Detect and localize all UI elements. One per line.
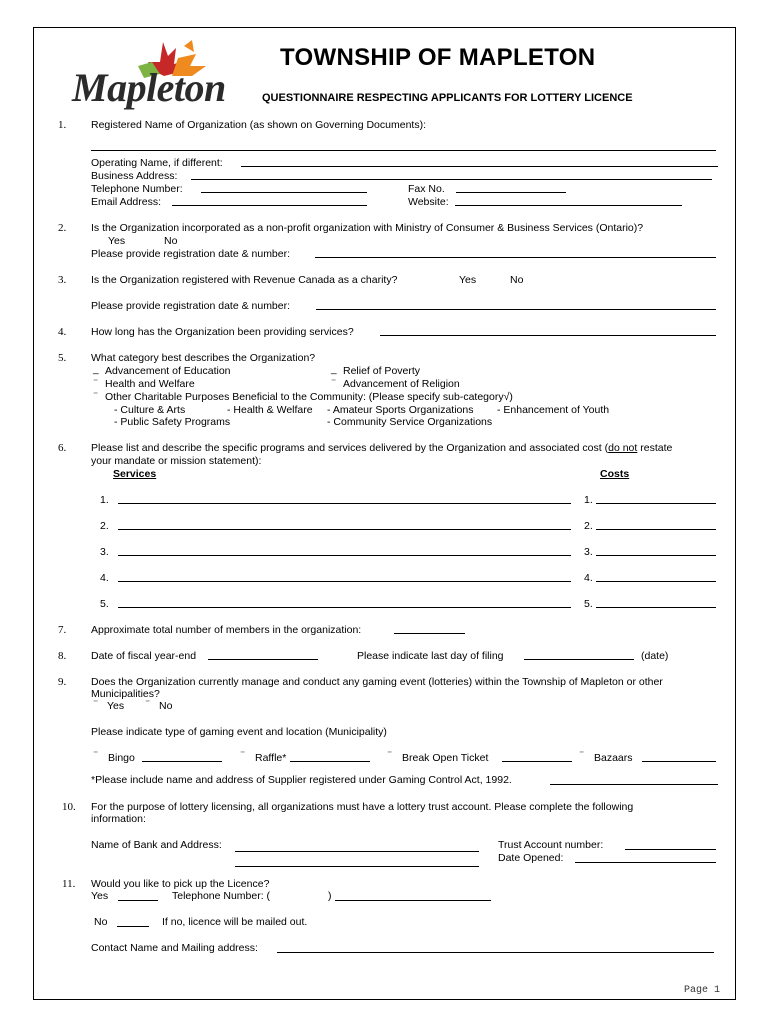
q11-yes: Yes bbox=[91, 890, 109, 902]
sub-youth[interactable]: - Enhancement of Youth bbox=[497, 404, 610, 416]
q8-number: 8. bbox=[58, 650, 67, 662]
cost-field-5[interactable] bbox=[596, 607, 716, 608]
service-row-number: 4. bbox=[100, 572, 109, 584]
break-open-field[interactable] bbox=[502, 761, 572, 762]
cost-field-2[interactable] bbox=[596, 529, 716, 530]
sub-health[interactable]: - Health & Welfare bbox=[227, 404, 313, 416]
q3-label: Is the Organization registered with Revenue Canada as a charity? bbox=[91, 274, 398, 286]
cost-row-number: 3. bbox=[584, 546, 593, 558]
bingo-label: Bingo bbox=[108, 752, 135, 764]
q4-field[interactable] bbox=[380, 335, 716, 336]
cost-field-4[interactable] bbox=[596, 581, 716, 582]
service-row-number: 1. bbox=[100, 494, 109, 506]
q6-label-part1: Please list and describe the specific programs and services delivered by the Organization and associated cost ( bbox=[91, 442, 609, 454]
option-religion: Advancement of Religion bbox=[343, 378, 460, 390]
raffle-field[interactable] bbox=[290, 761, 370, 762]
q6-label-part2: restate bbox=[637, 442, 673, 454]
q2-registration-field[interactable] bbox=[315, 257, 716, 258]
q11-no-field[interactable] bbox=[117, 926, 149, 927]
checkbox-other[interactable]: ⁻ bbox=[93, 390, 99, 401]
checkbox-break-open[interactable]: ⁻ bbox=[387, 749, 393, 760]
cost-row-number: 2. bbox=[584, 520, 593, 532]
service-row-number: 5. bbox=[100, 598, 109, 610]
bingo-field[interactable] bbox=[142, 761, 222, 762]
supplier-note: *Please include name and address of Supplier registered under Gaming Control Act, 1992. bbox=[91, 774, 512, 786]
page-title: TOWNSHIP OF MAPLETON bbox=[280, 44, 596, 71]
service-field-5[interactable] bbox=[118, 607, 571, 608]
fax-field[interactable] bbox=[456, 192, 566, 193]
q11-number: 11. bbox=[62, 878, 76, 890]
q4-number: 4. bbox=[58, 326, 67, 338]
cost-field-1[interactable] bbox=[596, 503, 716, 504]
q8-label: Date of fiscal year-end bbox=[91, 650, 197, 662]
email-field[interactable] bbox=[172, 205, 367, 206]
bazaars-field[interactable] bbox=[642, 761, 716, 762]
service-field-4[interactable] bbox=[118, 581, 571, 582]
q3-number: 3. bbox=[58, 274, 67, 286]
q11-yes-field[interactable] bbox=[118, 900, 158, 901]
last-day-label: Please indicate last day of filing bbox=[357, 650, 504, 662]
cost-row-number: 4. bbox=[584, 572, 593, 584]
q7-field[interactable] bbox=[394, 633, 465, 634]
q2-no[interactable]: No bbox=[164, 235, 178, 247]
q3-registration-label: Please provide registration date & number: bbox=[91, 300, 291, 312]
option-welfare: Health and Welfare bbox=[105, 378, 195, 390]
q4-label: How long has the Organization been providing services? bbox=[91, 326, 354, 338]
business-address-field[interactable] bbox=[191, 179, 712, 180]
trust-account-label: Trust Account number: bbox=[498, 839, 604, 851]
date-opened-label: Date Opened: bbox=[498, 852, 564, 864]
telephone-label: Telephone Number: bbox=[91, 183, 183, 195]
cost-row-number: 5. bbox=[584, 598, 593, 610]
q9-no: No bbox=[159, 700, 173, 712]
website-field[interactable] bbox=[455, 205, 682, 206]
contact-field[interactable] bbox=[277, 952, 714, 953]
q10-label: For the purpose of lottery licensing, all organizations must have a lottery trust account. Please complete the following bbox=[91, 801, 634, 813]
q9-yes: Yes bbox=[107, 700, 125, 712]
operating-name-label: Operating Name, if different: bbox=[91, 157, 223, 169]
q11-label: Would you like to pick up the Licence? bbox=[91, 878, 270, 890]
fiscal-year-end-field[interactable] bbox=[208, 659, 318, 660]
page-subtitle: QUESTIONNAIRE RESPECTING APPLICANTS FOR LOTTERY LICENCE bbox=[262, 92, 633, 104]
last-day-field[interactable] bbox=[524, 659, 634, 660]
website-label: Website: bbox=[408, 196, 449, 208]
q5-number: 5. bbox=[58, 352, 67, 364]
checkbox-raffle[interactable]: ⁻ bbox=[240, 749, 246, 760]
service-field-1[interactable] bbox=[118, 503, 571, 504]
q6-number: 6. bbox=[58, 442, 67, 454]
bazaars-label: Bazaars bbox=[594, 752, 633, 764]
q5-label: What category best describes the Organization? bbox=[91, 352, 316, 364]
q9-number: 9. bbox=[58, 676, 67, 688]
q6-label-line2: your mandate or mission statement): bbox=[91, 455, 262, 467]
mapleton-logo bbox=[68, 36, 243, 116]
service-field-2[interactable] bbox=[118, 529, 571, 530]
option-education: Advancement of Education bbox=[105, 365, 231, 377]
checkbox-q9-yes[interactable]: ⁻ bbox=[93, 698, 99, 709]
q11-telephone-label: Telephone Number: ( bbox=[172, 890, 271, 902]
telephone-field[interactable] bbox=[201, 192, 367, 193]
bank-field-2[interactable] bbox=[235, 866, 479, 867]
contact-label: Contact Name and Mailing address: bbox=[91, 942, 258, 954]
service-field-3[interactable] bbox=[118, 555, 571, 556]
checkbox-q9-no[interactable]: ⁻ bbox=[145, 698, 151, 709]
email-label: Email Address: bbox=[91, 196, 162, 208]
bank-field-1[interactable] bbox=[235, 851, 479, 852]
q6-do-not: do not bbox=[608, 442, 638, 454]
page-number: Page 1 bbox=[683, 985, 720, 996]
q3-registration-field[interactable] bbox=[316, 309, 716, 310]
supplier-field[interactable] bbox=[550, 784, 718, 785]
sub-culture[interactable]: - Culture & Arts bbox=[114, 404, 186, 416]
checkbox-bingo[interactable]: ⁻ bbox=[93, 749, 99, 760]
service-row-number: 2. bbox=[100, 520, 109, 532]
checkbox-education[interactable]: _ bbox=[93, 364, 99, 375]
mailed-note: If no, licence will be mailed out. bbox=[162, 916, 308, 928]
fax-label: Fax No. bbox=[408, 183, 445, 195]
q1-label: Registered Name of Organization (as shown on Governing Documents): bbox=[91, 119, 426, 131]
business-address-label: Business Address: bbox=[91, 170, 178, 182]
bank-label: Name of Bank and Address: bbox=[91, 839, 222, 851]
operating-name-field[interactable] bbox=[241, 166, 718, 167]
q3-yes[interactable]: Yes bbox=[459, 274, 477, 286]
option-poverty: Relief of Poverty bbox=[343, 365, 421, 377]
q2-yes[interactable]: Yes bbox=[108, 235, 126, 247]
costs-header: Costs bbox=[600, 468, 630, 480]
q2-label: Is the Organization incorporated as a non-profit organization with Ministry of Consumer & Business Services (Ontario)? bbox=[91, 222, 644, 234]
date-opened-field[interactable] bbox=[575, 862, 716, 863]
sub-sports[interactable]: - Amateur Sports Organizations bbox=[327, 404, 474, 416]
trust-account-field[interactable] bbox=[625, 849, 716, 850]
q11-telephone-field[interactable] bbox=[335, 900, 491, 901]
org-name-field[interactable] bbox=[91, 150, 716, 151]
break-open-label: Break Open Ticket bbox=[402, 752, 489, 764]
checkbox-religion[interactable]: ⁻ bbox=[331, 377, 337, 388]
checkbox-welfare[interactable]: ⁻ bbox=[93, 377, 99, 388]
q1-number: 1. bbox=[58, 119, 67, 131]
checkbox-poverty[interactable]: _ bbox=[331, 364, 337, 375]
q7-label: Approximate total number of members in the organization: bbox=[91, 624, 362, 636]
q10-number: 10. bbox=[62, 801, 76, 813]
sub-community[interactable]: - Community Service Organizations bbox=[327, 416, 493, 428]
service-row-number: 3. bbox=[100, 546, 109, 558]
cost-row-number: 1. bbox=[584, 494, 593, 506]
logo-wordmark: Mapleton bbox=[72, 65, 226, 110]
raffle-label: Raffle* bbox=[255, 752, 287, 764]
date-label: (date) bbox=[641, 650, 669, 662]
cost-field-3[interactable] bbox=[596, 555, 716, 556]
option-other: Other Charitable Purposes Beneficial to the Community: (Please specify sub-category√) bbox=[105, 391, 513, 403]
q2-registration-label: Please provide registration date & number: bbox=[91, 248, 291, 260]
q6-label bbox=[91, 442, 672, 454]
q10-label-line2: information: bbox=[91, 813, 146, 825]
q7-number: 7. bbox=[58, 624, 67, 636]
q2-number: 2. bbox=[58, 222, 67, 234]
q9-label: Does the Organization currently manage and conduct any gaming event (lotteries) within the Township of Mapleton or other bbox=[91, 676, 663, 688]
sub-public-safety[interactable]: - Public Safety Programs bbox=[114, 416, 231, 428]
q11-no: No bbox=[94, 916, 108, 928]
q3-no[interactable]: No bbox=[510, 274, 524, 286]
gaming-type-label: Please indicate type of gaming event and location (Municipality) bbox=[91, 726, 387, 738]
q9-label-line2: Municipalities? bbox=[91, 688, 160, 700]
q11-paren-close: ) bbox=[328, 890, 332, 902]
checkbox-bazaars[interactable]: ⁻ bbox=[579, 749, 585, 760]
services-header: Services bbox=[113, 468, 157, 480]
